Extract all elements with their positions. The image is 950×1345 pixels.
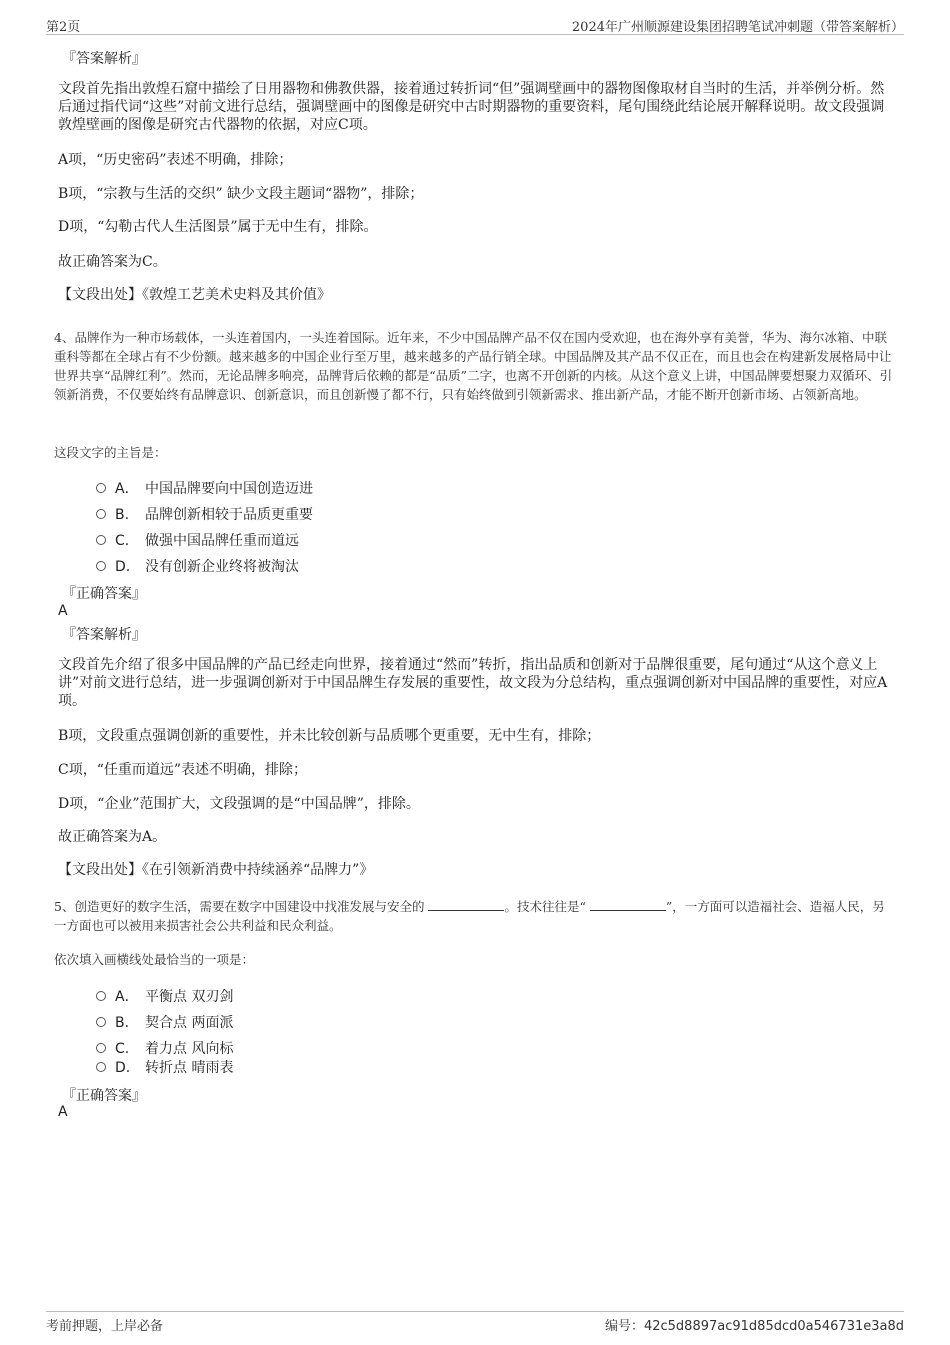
q4-answer: A — [58, 603, 68, 619]
q3-analysis-paragraph: 文段首先指出敦煌石窟中描绘了日用器物和佛教供器，接着通过转折词“但”强调壁画中的器物图像取材自当时的生活，并举例分析。然后通过指代词“这些”对前文进行总结，强调壁画中的图像是研究中古时期器物的重要资料，尾句围绕此结论展开解释说明。故文段强调敦煌壁画的图像是研究古代器物的依据，对应C项。 — [58, 81, 885, 133]
fill-blank-2 — [590, 898, 666, 911]
q4-analysis-paragraph: 文段首先介绍了很多中国品牌的产品已经走向世界，接着通过“然而”转折，指出品质和创新对于品牌很重要，尾句通过“从这个意义上讲”对前文进行总结，进一步强调创新对于中国品牌生存发展的重要性，故文段为分总结构，重点强调创新对中国品牌的重要性，对应A项。 — [58, 657, 888, 709]
footer-code: 编号：42c5d8897ac91d85dcd0a546731e3a8d — [604, 1319, 904, 1334]
page-header — [46, 14, 904, 35]
q4-note-d: D项，“企业”范围扩大，文段强调的是“中国品牌”，排除。 — [58, 796, 420, 812]
q3-source: 【文段出处】《敦煌工艺美术史料及其价值》 — [58, 287, 331, 303]
q5-option-a[interactable]: A． 平衡点 双刃剑 — [96, 986, 233, 1006]
q3-note-a: A项，“历史密码”表述不明确，排除； — [58, 152, 293, 168]
q4-analysis-label: 『答案解析』 — [62, 627, 146, 643]
q5-option-d[interactable]: D. 转折点 晴雨表 — [96, 1057, 233, 1077]
q4-option-a[interactable]: A． 中国品牌要向中国创造迈进 — [96, 478, 313, 498]
page-number: 第2页 — [46, 20, 81, 35]
q5-answer: A — [58, 1104, 68, 1120]
document-title: 2024年广州顺源建设集团招聘笔试冲刺题（带答案解析） — [571, 20, 904, 35]
q4-note-b: B项，文段重点强调创新的重要性，并未比较创新与品质哪个更重要，无中生有，排除； — [58, 728, 601, 744]
q4-option-b[interactable]: B. 品牌创新相较于品质更重要 — [96, 504, 313, 524]
radio-icon[interactable] — [96, 991, 106, 1001]
q5-option-c[interactable]: C. 着力点 风向标 — [96, 1038, 233, 1058]
q3-note-b: B项，“宗教与生活的交织” 缺少文段主题词“器物”，排除； — [58, 186, 424, 202]
q4-source: 【文段出处】《在引领新消费中持续涵养“品牌力”》 — [58, 862, 374, 878]
q4-conclusion: 故正确答案为A。 — [58, 829, 167, 845]
footer-slogan: 考前押题，上岸必备 — [46, 1319, 164, 1334]
q5-prompt: 依次填入画横线处最恰当的一项是： — [54, 952, 255, 967]
q5-answer-label: 『正确答案』 — [62, 1088, 146, 1104]
radio-icon[interactable] — [96, 1062, 106, 1072]
q5-stem: 5、创造更好的数字生活，需要在数字中国建设中找准发展与安全的 。技术往往是“ ”，一方面可以造福社会、造福人民，另一方面也可以被用来损害社会公共利益和民众利益。 — [54, 899, 885, 933]
radio-icon[interactable] — [96, 483, 106, 493]
radio-icon[interactable] — [96, 1043, 106, 1053]
q4-option-d[interactable]: D. 没有创新企业终将被淘汰 — [96, 556, 299, 576]
q3-analysis-label: 『答案解析』 — [62, 51, 146, 67]
q5-option-b[interactable]: B. 契合点 两面派 — [96, 1012, 233, 1032]
q4-prompt: 这段文字的主旨是： — [54, 445, 167, 460]
q3-conclusion: 故正确答案为C。 — [58, 254, 167, 270]
radio-icon[interactable] — [96, 1017, 106, 1027]
q4-note-c: C项，“任重而道远”表述不明确，排除； — [58, 762, 308, 778]
radio-icon[interactable] — [96, 509, 106, 519]
q4-answer-label: 『正确答案』 — [62, 586, 146, 602]
q3-note-d: D项，“勾勒古代人生活图景”属于无中生有，排除。 — [58, 219, 378, 235]
q4-option-c[interactable]: C. 做强中国品牌任重而道远 — [96, 530, 299, 550]
fill-blank-1 — [428, 898, 504, 911]
radio-icon[interactable] — [96, 561, 106, 571]
radio-icon[interactable] — [96, 535, 106, 545]
q4-stem: 4、品牌作为一种市场载体，一头连着国内，一头连着国际。近年来，不少中国品牌产品不仅在国内受欢迎，也在海外享有美誉，华为、海尔冰箱、中联重科等都在全球占有不少份额。越来越多的中国企业行至万里，越来越多的产品行销全球。中国品牌及其产品不仅正在，而且也会在构建新发展格局中让世界共享“品牌红利”。然而，无论品牌多响亮，品牌背后依赖的都是“品质”二字，也离不开创新的内核。从这个意义上讲，中国品牌要想聚力双循环、引领新消费，不仅要始终有品牌意识、创新意识，而且创新慢了都不行，只有始终做到引领新需求、推出新产品，才能不断开创新市场、占领新高地。 — [54, 330, 893, 402]
page-footer — [46, 1311, 904, 1334]
